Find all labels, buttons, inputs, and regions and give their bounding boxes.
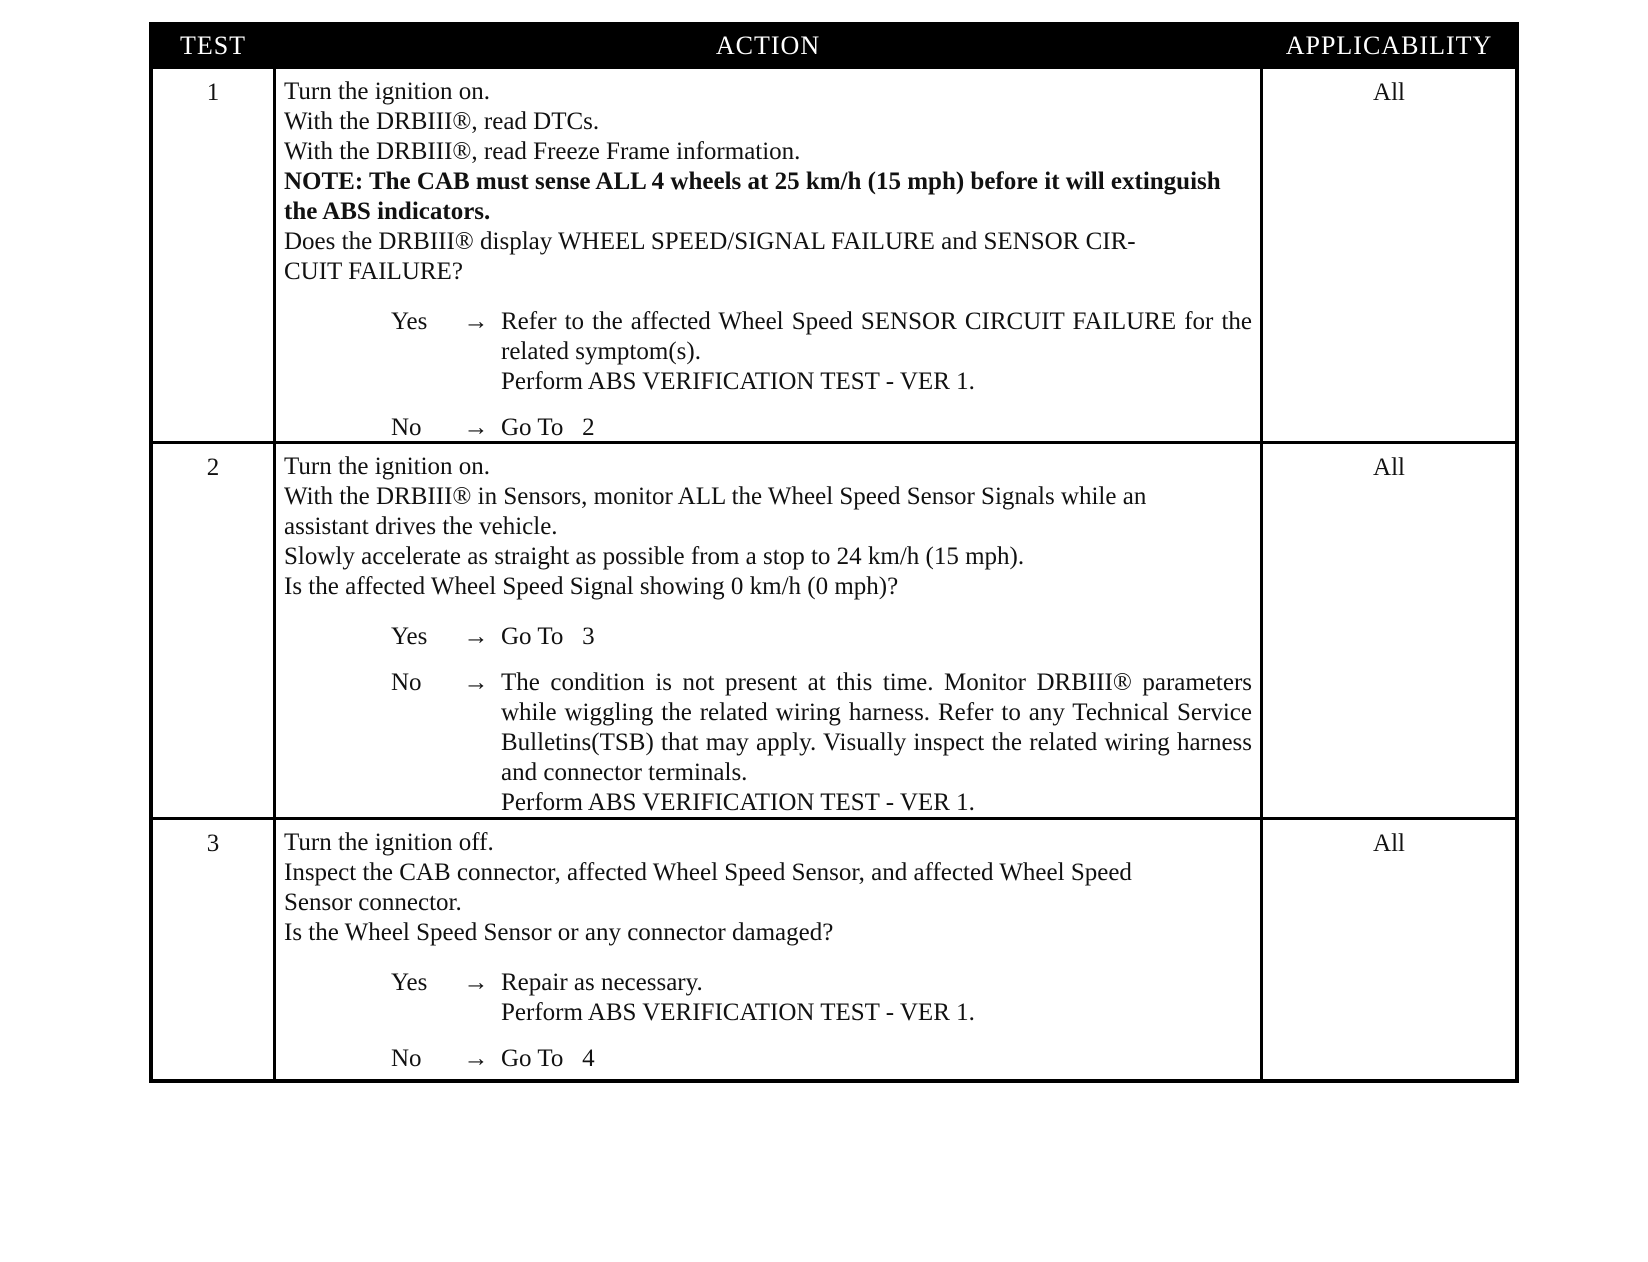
action-line: With the DRBIII®, read Freeze Frame information.: [284, 138, 801, 165]
right-arrow-icon: →: [463, 414, 489, 441]
action-line: Sensor connector.: [284, 889, 462, 916]
action-cell: [273, 820, 1263, 1079]
action-line: Slowly accelerate as straight as possible from a stop to 24 km/h (15 mph).: [284, 543, 1025, 570]
no-branch: [284, 668, 1252, 818]
test-number: 3: [206, 830, 220, 857]
table-row: [153, 817, 1515, 1079]
right-arrow-icon: →: [463, 623, 489, 650]
result-line: Go To 3: [501, 623, 595, 650]
yes-label: Yes: [391, 969, 428, 996]
applicability-cell: All: [1373, 79, 1405, 106]
header-action: ACTION: [715, 31, 821, 60]
result-line: The condition is not present at this time. Monitor DRBIII® parameters while wiggling the related wiring harness. Refer to any Technical Service Bulletins(TSB) that may apply. Visually inspect the related wiring harness and connector terminals.: [501, 669, 1252, 786]
action-line: Turn the ignition on.: [284, 78, 491, 105]
diagnostic-test-table: [149, 22, 1519, 1083]
action-line: With the DRBIII®, read DTCs.: [284, 108, 600, 135]
yes-branch: [284, 307, 1252, 397]
note-text: NOTE: The CAB must sense ALL 4 wheels at 25 km/h (15 mph) before it will extinguish the ABS indicators.: [284, 168, 1221, 225]
right-arrow-icon: →: [463, 308, 489, 335]
yes-label: Yes: [391, 623, 428, 650]
action-line: Inspect the CAB connector, affected Wheel Speed Sensor, and affected Wheel Speed: [284, 859, 1132, 886]
yes-result: [501, 968, 1252, 1028]
action-line: assistant drives the vehicle.: [284, 513, 558, 540]
result-line: Go To 2: [501, 414, 595, 441]
table-row: [153, 66, 1515, 441]
no-result: [501, 1044, 1252, 1074]
table-header: [153, 26, 1515, 66]
right-arrow-icon: →: [463, 669, 489, 696]
no-branch: [284, 1044, 1252, 1074]
action-line: Does the DRBIII® display WHEEL SPEED/SIGNAL FAILURE and SENSOR CIR-: [284, 228, 1136, 255]
result-line: Repair as necessary.: [501, 969, 703, 996]
applicability-cell: All: [1373, 830, 1405, 857]
result-line: Go To 4: [501, 1045, 595, 1072]
action-line: CUIT FAILURE?: [284, 258, 463, 285]
no-branch: [284, 413, 1252, 443]
no-label: No: [391, 1045, 422, 1072]
table-row: [153, 441, 1515, 817]
action-line: Is the Wheel Speed Sensor or any connector damaged?: [284, 919, 834, 946]
action-cell: [273, 69, 1263, 441]
result-line: Perform ABS VERIFICATION TEST - VER 1.: [501, 789, 975, 816]
right-arrow-icon: →: [463, 969, 489, 996]
result-line: Perform ABS VERIFICATION TEST - VER 1.: [501, 999, 975, 1026]
action-cell: [273, 444, 1263, 817]
no-label: No: [391, 669, 422, 696]
action-line: Is the affected Wheel Speed Signal showing 0 km/h (0 mph)?: [284, 573, 899, 600]
yes-label: Yes: [391, 308, 428, 335]
yes-result: [501, 307, 1252, 397]
header-test: TEST: [179, 31, 247, 60]
no-result: [501, 668, 1252, 818]
yes-branch: [284, 622, 1252, 652]
no-result: [501, 413, 1252, 443]
right-arrow-icon: →: [463, 1045, 489, 1072]
test-number: 1: [206, 79, 220, 106]
result-line: Perform ABS VERIFICATION TEST - VER 1.: [501, 368, 975, 395]
action-line: Turn the ignition on.: [284, 453, 491, 480]
yes-result: [501, 622, 1252, 652]
yes-branch: [284, 968, 1252, 1028]
result-line: Refer to the affected Wheel Speed SENSOR CIRCUIT FAILURE for the related symptom(s).: [501, 308, 1252, 365]
action-line: Turn the ignition off.: [284, 829, 494, 856]
action-line: With the DRBIII® in Sensors, monitor ALL the Wheel Speed Sensor Signals while an: [284, 483, 1147, 510]
applicability-cell: All: [1373, 454, 1405, 481]
header-applicability: APPLICABILITY: [1285, 31, 1493, 60]
no-label: No: [391, 414, 422, 441]
test-number: 2: [206, 454, 220, 481]
